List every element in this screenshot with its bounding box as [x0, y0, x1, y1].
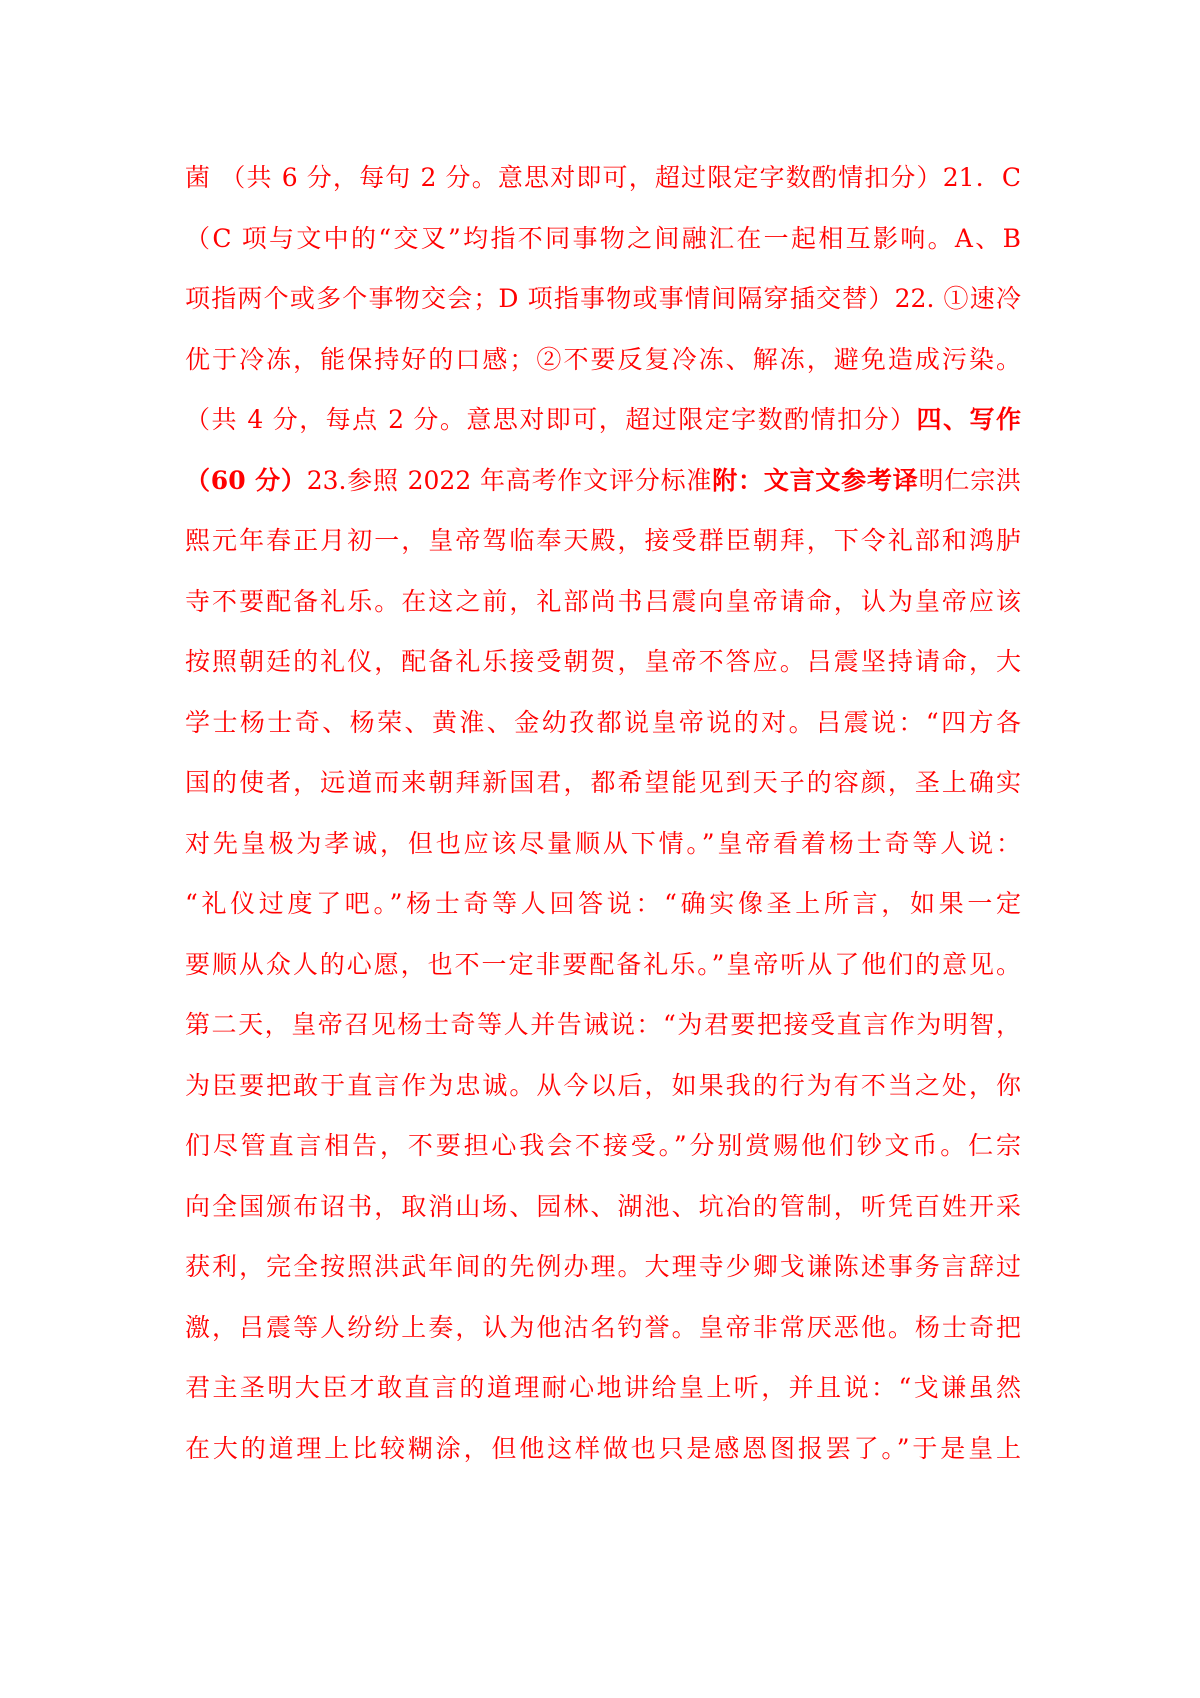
- text-line: [185, 209, 1021, 270]
- text-segment: 寺不要配备礼乐。在这之前，礼部尚书吕震向皇帝请命，认为皇帝应该: [185, 586, 1021, 616]
- text-line: [185, 1298, 1021, 1359]
- text-segment: 获利，完全按照洪武年间的先例办理。大理寺少卿戈谦陈述事务言辞过: [185, 1252, 1021, 1281]
- text-segment: 明仁宗洪: [918, 465, 1021, 495]
- text-line: [185, 390, 1021, 451]
- text-line: [185, 1237, 1021, 1298]
- text-segment: 向全国颁布诏书，取消山场、园林、湖池、坑冶的管制，听凭百姓开采: [185, 1191, 1021, 1221]
- text-segment: 项指两个或多个事物交会；D 项指事物或事情间隔穿插交替）22. ①速冷: [185, 284, 1021, 313]
- bold-text-segment: 四、写作: [916, 405, 1021, 434]
- text-line: [185, 632, 1021, 693]
- text-line: [185, 1177, 1021, 1238]
- answer-text-block: [185, 148, 1021, 1479]
- text-line: [185, 935, 1021, 996]
- text-segment: “礼仪过度了吧。”杨士奇等人回答说：“确实像圣上所言，如果一定: [185, 889, 1021, 918]
- text-segment: 对先皇极为孝诚，但也应该尽量顺从下情。”皇帝看着杨士奇等人说：: [185, 828, 1021, 858]
- text-line: [185, 693, 1021, 754]
- text-segment: 们尽管直言相告，不要担心我会不接受。”分别赏赐他们钞文币。仁宗: [185, 1131, 1021, 1160]
- text-segment: 为臣要把敢于直言作为忠诚。从今以后，如果我的行为有不当之处，你: [185, 1070, 1021, 1100]
- bold-text-segment: （60 分）: [185, 465, 307, 495]
- text-segment: 在大的道理上比较糊涂，但他这样做也只是感恩图报罢了。”于是皇上: [185, 1433, 1021, 1463]
- text-line: [185, 753, 1021, 814]
- text-line: [185, 814, 1021, 875]
- text-segment: 按照朝廷的礼仪，配备礼乐接受朝贺，皇帝不答应。吕震坚持请命，大: [185, 647, 1021, 676]
- text-line: [185, 511, 1021, 572]
- text-line: [185, 330, 1021, 391]
- text-segment: 第二天，皇帝召见杨士奇等人并告诫说：“为君要把接受直言作为明智，: [185, 1010, 1021, 1039]
- text-line: [185, 1358, 1021, 1419]
- bold-text-segment: 附：文言文参考译: [712, 465, 919, 495]
- text-segment: 激，吕震等人纷纷上奏，认为他沽名钓誉。皇帝非常厌恶他。杨士奇把: [185, 1312, 1021, 1342]
- text-line: [185, 451, 1021, 512]
- text-segment: 23.参照 2022 年高考作文评分标准: [306, 465, 713, 495]
- text-segment: （C 项与文中的“交叉”均指不同事物之间融汇在一起相互影响。A、B: [185, 223, 1021, 253]
- text-line: [185, 572, 1021, 633]
- text-segment: 菌 （共 6 分，每句 2 分。意思对即可，超过限定字数酌情扣分）21．C: [185, 163, 1021, 192]
- text-segment: 君主圣明大臣才敢直言的道理耐心地讲给皇上听，并且说：“戈谦虽然: [185, 1373, 1021, 1402]
- text-line: [185, 1419, 1021, 1480]
- text-line: [185, 1056, 1021, 1117]
- text-line: [185, 874, 1021, 935]
- text-segment: 要顺从众人的心愿，也不一定非要配备礼乐。”皇帝听从了他们的意见。: [185, 949, 1021, 979]
- text-segment: 学士杨士奇、杨荣、黄淮、金幼孜都说皇帝说的对。吕震说：“四方各: [185, 707, 1021, 737]
- text-line: [185, 148, 1021, 209]
- text-segment: （共 4 分，每点 2 分。意思对即可，超过限定字数酌情扣分）: [185, 405, 917, 434]
- text-line: [185, 995, 1021, 1056]
- text-segment: 国的使者，远道而来朝拜新国君，都希望能见到天子的容颜，圣上确实: [185, 768, 1021, 797]
- text-line: [185, 1116, 1021, 1177]
- text-line: [185, 269, 1021, 330]
- text-segment: 熙元年春正月初一，皇帝驾临奉天殿，接受群臣朝拜，下令礼部和鸿胪: [185, 526, 1021, 555]
- text-segment: 优于冷冻，能保持好的口感；②不要反复冷冻、解冻，避免造成污染。: [185, 344, 1021, 374]
